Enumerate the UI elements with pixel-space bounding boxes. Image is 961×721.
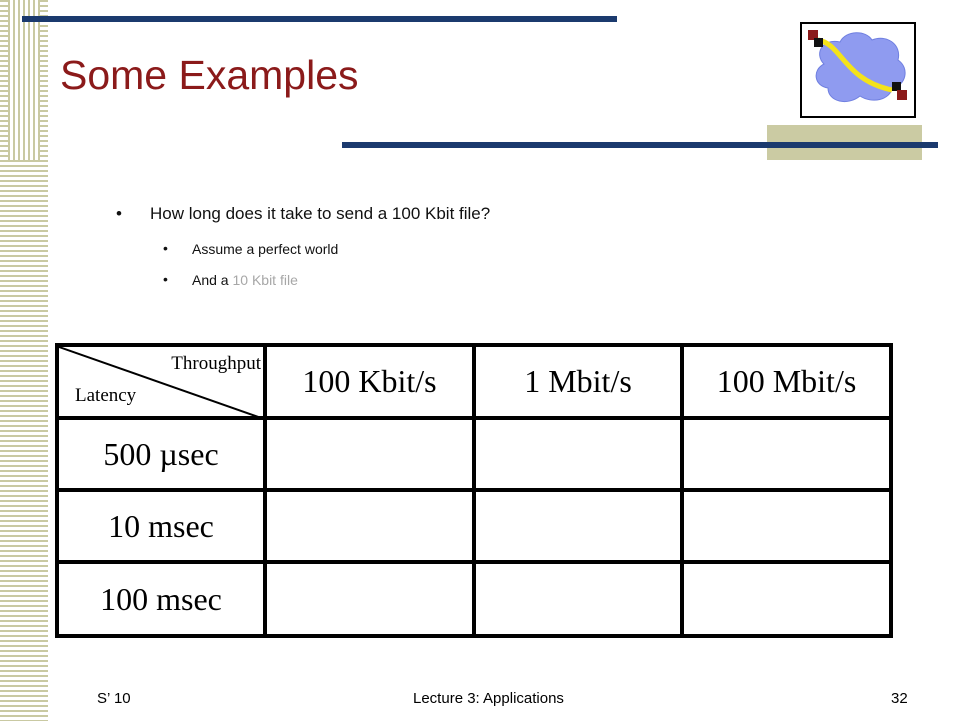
table-cell (265, 490, 474, 562)
footer-page-number: 32 (891, 690, 908, 707)
latency-label: Latency (75, 385, 137, 406)
mid-accent-bar (342, 142, 938, 148)
table-row (57, 490, 891, 562)
table-cell (265, 562, 474, 636)
table-cell (265, 418, 474, 490)
bullet-marker: • (116, 204, 122, 223)
column-header: 100 Kbit/s (265, 345, 474, 418)
top-accent-bar (22, 16, 617, 22)
sub-bullet-assumption: Assume a perfect world (192, 241, 339, 257)
bullet-marker: • (163, 240, 168, 256)
latency-throughput-table (55, 343, 893, 638)
row-header: 10 msec (57, 490, 265, 562)
row-header: 500 µsec (57, 418, 265, 490)
left-vertical-stripe-decoration (8, 0, 40, 160)
column-header: 1 Mbit/s (474, 345, 682, 418)
sub-bullet-variant (192, 272, 298, 288)
footer-lecture: Lecture 3: Applications (413, 690, 564, 707)
table-cell (474, 562, 682, 636)
table-cell (474, 490, 682, 562)
table-row (57, 562, 891, 636)
row-header: 100 msec (57, 562, 265, 636)
throughput-label: Throughput (171, 353, 261, 374)
bullet-marker: • (163, 271, 168, 287)
table-cell (682, 562, 891, 636)
table-cell (682, 418, 891, 490)
bullet-question: How long does it take to send a 100 Kbit file? (150, 204, 491, 223)
footer-semester: S’ 10 (97, 690, 131, 707)
sub-bullet-variant-highlight: 10 Kbit file (232, 272, 298, 288)
table-cell (474, 418, 682, 490)
column-header: 100 Mbit/s (682, 345, 891, 418)
slide-title: Some Examples (60, 52, 359, 98)
network-cloud-icon (800, 22, 916, 118)
sub-bullet-variant-prefix: And a (192, 272, 233, 288)
table-row (57, 418, 891, 490)
table-corner-cell (57, 345, 265, 418)
table-cell (682, 490, 891, 562)
